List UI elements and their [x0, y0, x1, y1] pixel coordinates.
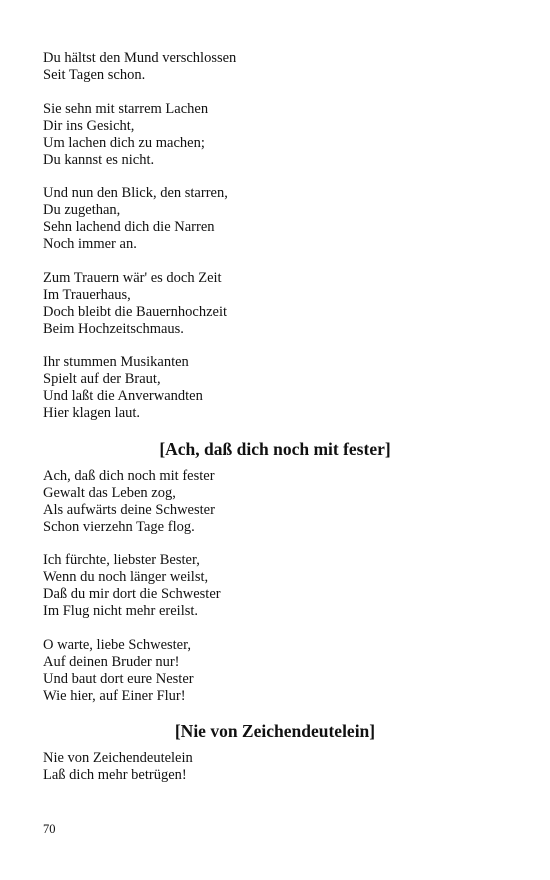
verse-line: Du zugethan, [43, 202, 121, 218]
verse-line: Auf deinen Bruder nur! [43, 653, 180, 670]
page-number: 70 [43, 822, 56, 836]
stanza [43, 637, 507, 705]
stanza [43, 354, 507, 422]
verse-line: Gewalt das Leben zog, [43, 484, 176, 501]
verse-line: Sehn lachend dich die Narren [43, 219, 215, 235]
verse-line: Sie sehn mit starrem Lachen [43, 100, 209, 117]
verse-line: Und nun den Blick, den starren, [43, 185, 228, 201]
stanza [43, 750, 507, 784]
verse-line: Und baut dort eure Nester [43, 670, 194, 687]
verse-line: Dir ins Gesicht, [43, 117, 135, 134]
poem-ach-dass-dich [43, 439, 507, 705]
verse-line: Wenn du noch länger weilst, [43, 569, 209, 585]
verse-line: Beim Hochzeitschmaus. [43, 320, 184, 337]
verse-line: O warte, liebe Schwester, [43, 636, 191, 653]
verse-line: Doch bleibt die Bauernhochzeit [43, 303, 228, 320]
stanza [43, 270, 507, 338]
stanza [43, 552, 507, 620]
verse-line: Daß du mir dort die Schwester [43, 586, 221, 602]
poem-continuation [43, 50, 507, 422]
verse-line: Schon vierzehn Tage flog. [43, 518, 195, 535]
verse-line: Ach, daß dich noch mit fester [43, 467, 215, 484]
verse-line: Als aufwärts deine Schwester [43, 501, 215, 518]
verse-line: Im Trauerhaus, [43, 286, 131, 303]
verse-line: Wie hier, auf Einer Flur! [43, 687, 186, 704]
verse-line: Laß dich mehr betrügen! [43, 767, 187, 783]
stanza [43, 101, 507, 169]
verse-line: Nie von Zeichendeutelein [43, 750, 193, 766]
poem-nie-von-zeichendeutelein [43, 721, 507, 784]
verse-line: Du hältst den Mund verschlossen [43, 50, 237, 66]
verse-line: Seit Tagen schon. [43, 67, 146, 83]
verse-line: Ihr stummen Musikanten [43, 354, 189, 370]
verse-line: Um lachen dich zu machen; [43, 134, 205, 151]
poem-title: [Nie von Zeichendeutelein] [174, 721, 376, 741]
verse-line: Noch immer an. [43, 236, 137, 252]
verse-line: Hier klagen laut. [43, 405, 141, 421]
poem-title: [Ach, daß dich noch mit fester] [159, 438, 391, 459]
verse-line: Im Flug nicht mehr ereilst. [43, 603, 199, 619]
verse-line: Du kannst es nicht. [43, 151, 155, 168]
page-content [43, 50, 507, 801]
verse-line: Zum Trauern wär' es doch Zeit [43, 269, 222, 286]
stanza [43, 185, 507, 253]
verse-line: Spielt auf der Braut, [43, 371, 161, 387]
stanza [43, 468, 507, 536]
verse-line: Und laßt die Anverwandten [43, 388, 203, 404]
stanza [43, 50, 507, 84]
verse-line: Ich fürchte, liebster Bester, [43, 552, 200, 568]
